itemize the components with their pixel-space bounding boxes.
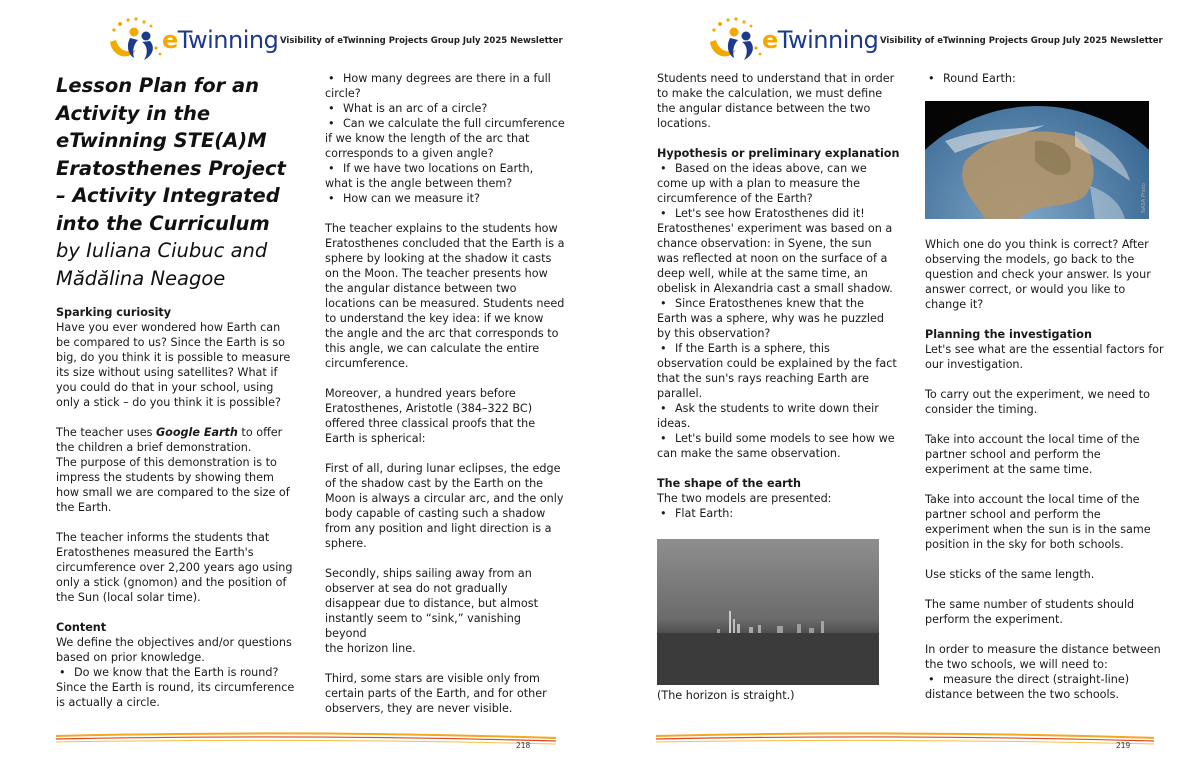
paragraph-line: deep well, while at the same time, an: [657, 267, 868, 280]
footer-swoosh-decoration: [656, 728, 1154, 748]
author-line: by Iuliana Ciubuc and: [56, 239, 268, 262]
bullet-item: • Let's see how Eratosthenes did it!: [657, 206, 902, 221]
column-3: [657, 71, 902, 521]
etwinning-logo-icon: [102, 14, 168, 64]
heading-planning: Planning the investigation: [925, 328, 1092, 341]
paragraph-line: Let's see what are the essential factors for: [925, 343, 1164, 356]
paragraph-line: locations can be measured. Students need: [325, 297, 565, 310]
heading-sparking-curiosity: Sparking curiosity: [56, 306, 172, 319]
paragraph-line: Have you ever wondered how Earth can: [56, 321, 281, 334]
paragraph-line: parallel.: [657, 387, 703, 400]
paragraph-line: the horizon line.: [325, 642, 416, 655]
horizon-image-icon: [657, 539, 879, 685]
paragraph-line: In order to measure the distance between: [925, 643, 1161, 656]
paragraph-line: Take into account the local time of the: [925, 493, 1140, 506]
paragraph-line: locations.: [657, 117, 711, 130]
google-earth-emphasis: Google Earth: [155, 426, 238, 439]
flat-horizon-caption: (The horizon is straight.): [657, 689, 795, 702]
paragraph-line: change it?: [925, 298, 984, 311]
paragraph-line: its size without using satellites? What if: [56, 366, 278, 379]
newsletter-title: Visibility of eTwinning Projects Group July 2025 Newsletter: [880, 36, 1163, 46]
etwinning-wordmark: eTwinning: [162, 26, 279, 54]
paragraph-line: The teacher explains to the students how: [325, 222, 558, 235]
column-2: [325, 71, 565, 716]
title-line: Eratosthenes Project: [56, 156, 286, 180]
paragraph-line: only a stick (gnomon) and the position of: [56, 576, 287, 589]
bullet-item: • How many degrees are there in a full: [325, 71, 565, 86]
title-line: Lesson Plan for an: [56, 74, 260, 97]
paragraph-line: was reflected at noon on the surface of a: [657, 252, 888, 265]
title-line: Activity in the: [56, 101, 211, 125]
bullet-item: • Let's build some models to see how we: [657, 431, 902, 446]
paragraph-line: Moon is always a circular arc, and the only: [325, 492, 564, 505]
paragraph-line: Third, some stars are visible only from: [325, 672, 540, 685]
paragraph-line: to make the calculation, we must define: [657, 87, 883, 100]
paragraph-line: perform the experiment.: [925, 613, 1063, 626]
paragraph-line: Eratosthenes measured the Earth's: [56, 546, 254, 559]
bullet-item: • Since Eratosthenes knew that the: [657, 296, 902, 311]
paragraph-line: the Earth.: [56, 501, 112, 514]
column-1-body: [56, 305, 296, 710]
title-line: – Activity Integrated: [56, 184, 280, 207]
paragraph-line: circumference.: [325, 357, 409, 370]
paragraph-line: position in the sky for both schools.: [925, 538, 1124, 551]
column-4: [925, 71, 1165, 86]
paragraph-line: sphere.: [325, 537, 367, 550]
paragraph-line: be compared to us? Since the Earth is so: [56, 336, 286, 349]
footer-swoosh-decoration: [56, 728, 556, 748]
paragraph-line: experiment at the same time.: [925, 463, 1093, 476]
article-authors: [56, 237, 296, 292]
title-line: eTwinning STE(A)M: [56, 129, 267, 152]
paragraph-line: the angular distance between two: [325, 282, 517, 295]
paragraph-line: only a stick – do you think it is possible?: [56, 396, 281, 409]
column-1: [56, 72, 296, 292]
paragraph-line: The same number of students should: [925, 598, 1135, 611]
paragraph-line: circumference of the Earth?: [657, 192, 813, 205]
bullet-item: • If the Earth is a sphere, this: [657, 341, 902, 356]
column-4-body: [925, 237, 1165, 702]
paragraph-line: observing the models, go back to the: [925, 253, 1135, 266]
bullet-item: • Do we know that the Earth is round?: [56, 665, 296, 680]
paragraph-line: this angle, we can calculate the entire: [325, 342, 540, 355]
bullet-item: • If we have two locations on Earth,: [325, 161, 565, 176]
paragraph-line: body capable of casting such a shadow: [325, 507, 546, 520]
paragraph-line: disappear due to distance, but almost: [325, 597, 538, 610]
bullet-item: • measure the direct (straight-line): [925, 672, 1165, 687]
paragraph-line: Eratosthenes concluded that the Earth is a: [325, 237, 565, 250]
paragraph-line: Since the Earth is round, its circumference: [56, 681, 295, 694]
paragraph-line: is actually a circle.: [56, 696, 160, 709]
paragraph-line: partner school and perform the: [925, 508, 1101, 521]
paragraph-line: if we know the length of the arc that: [325, 132, 530, 145]
paragraph-line: to understand the key idea: if we know: [325, 312, 544, 325]
bullet-item: • Ask the students to write down their: [657, 401, 902, 416]
title-line: into the Curriculum: [56, 211, 270, 235]
paragraph-line: Earth is spherical:: [325, 432, 426, 445]
paragraph-line: sphere by looking at the shadow it casts: [325, 252, 552, 265]
paragraph-line: impress the students by showing them: [56, 471, 274, 484]
paragraph-line: Which one do you think is correct? After: [925, 238, 1149, 251]
round-earth-photo: [925, 101, 1149, 219]
paragraph-line: Moreover, a hundred years before: [325, 387, 516, 400]
paragraph-line: how small we are compared to the size of: [56, 486, 290, 499]
paragraph-line: can make the same observation.: [657, 447, 841, 460]
etwinning-logo-icon: [702, 14, 768, 64]
paragraph-line: on the Moon. The teacher presents how: [325, 267, 548, 280]
paragraph-line: We define the objectives and/or questions: [56, 636, 292, 649]
author-line: Mădălina Neagoe: [56, 266, 226, 290]
heading-content: Content: [56, 621, 107, 634]
bullet-item: • Flat Earth:: [657, 506, 902, 521]
paragraph-line: chance observation: in Syene, the sun: [657, 237, 872, 250]
paragraph-line: circle?: [325, 87, 361, 100]
paragraph-line: partner school and perform the: [925, 448, 1101, 461]
paragraph-line: distance between the two schools.: [925, 688, 1120, 701]
paragraph-line: question and check your answer. Is your: [925, 268, 1151, 281]
article-title: [56, 72, 296, 237]
paragraph-line: The purpose of this demonstration is to: [56, 456, 277, 469]
page-number: 219: [1116, 741, 1131, 750]
paragraph-line: that the sun's rays reaching Earth are: [657, 372, 869, 385]
paragraph-line: The two models are presented:: [657, 492, 832, 505]
bullet-item: • Can we calculate the full circumference: [325, 116, 565, 131]
paragraph-line: what is the angle between them?: [325, 177, 513, 190]
paragraph-line: observer at sea do not gradually: [325, 582, 508, 595]
paragraph-line: the angular distance between the two: [657, 102, 871, 115]
earth-globe-icon: [925, 101, 1149, 219]
bullet-item: • What is an arc of a circle?: [325, 101, 565, 116]
paragraph-line: experiment when the sun is in the same: [925, 523, 1151, 536]
paragraph-line: observers, they are never visible.: [325, 702, 513, 715]
paragraph-line: instantly seem to “sink,” vanishing beyond: [325, 612, 521, 640]
paragraph-line: observation could be explained by the fact: [657, 357, 897, 370]
paragraph-line: corresponds to a given angle?: [325, 147, 494, 160]
paragraph-line: Eratosthenes, Aristotle (384–322 BC): [325, 402, 533, 415]
paragraph-line: To carry out the experiment, we need to: [925, 388, 1151, 401]
paragraph-line: Take into account the local time of the: [925, 433, 1140, 446]
paragraph-line: the two schools, we will need to:: [925, 658, 1108, 671]
bullet-item: • How can we measure it?: [325, 191, 565, 206]
page-number: 218: [516, 741, 531, 750]
paragraph-line: The teacher uses Google Earth to offer: [56, 426, 283, 439]
paragraph-line: answer correct, or would you like to: [925, 283, 1126, 296]
paragraph-line: the Sun (local solar time).: [56, 591, 201, 604]
paragraph-line: offered three classical proofs that the: [325, 417, 536, 430]
paragraph-line: First of all, during lunar eclipses, the edge: [325, 462, 561, 475]
paragraph-line: from any position and light direction is a: [325, 522, 552, 535]
image-credit: NASA Photo: [1141, 183, 1147, 213]
flat-horizon-photo: [657, 539, 879, 685]
etwinning-wordmark: eTwinning: [762, 26, 879, 54]
heading-hypothesis: Hypothesis or preliminary explanation: [657, 147, 900, 160]
paragraph-line: based on prior knowledge.: [56, 651, 205, 664]
paragraph-line: certain parts of the Earth, and for other: [325, 687, 547, 700]
paragraph-line: of the shadow cast by the Earth on the: [325, 477, 544, 490]
paragraph-line: Eratosthenes' experiment was based on a: [657, 222, 893, 235]
paragraph-line: Use sticks of the same length.: [925, 568, 1095, 581]
paragraph-line: circumference over 2,200 years ago using: [56, 561, 293, 574]
newsletter-title: Visibility of eTwinning Projects Group July 2025 Newsletter: [280, 36, 563, 46]
paragraph-line: the angle and the arc that corresponds to: [325, 327, 559, 340]
bullet-item: • Round Earth:: [925, 71, 1165, 86]
paragraph-line: by this observation?: [657, 327, 771, 340]
paragraph-line: come up with a plan to measure the: [657, 177, 860, 190]
bullet-item: • Based on the ideas above, can we: [657, 161, 902, 176]
paragraph-line: Earth was a sphere, why was he puzzled: [657, 312, 884, 325]
heading-shape-of-earth: The shape of the earth: [657, 477, 801, 490]
paragraph-line: Secondly, ships sailing away from an: [325, 567, 532, 580]
paragraph-line: the children a brief demonstration.: [56, 441, 252, 454]
paragraph-line: obelisk in Alexandria cast a small shadow.: [657, 282, 893, 295]
paragraph-line: our investigation.: [925, 358, 1024, 371]
paragraph-line: big, do you think it is possible to measure: [56, 351, 291, 364]
paragraph-line: you could do that in your school, using: [56, 381, 274, 394]
paragraph-line: ideas.: [657, 417, 691, 430]
paragraph-line: Students need to understand that in order: [657, 72, 895, 85]
paragraph-line: consider the timing.: [925, 403, 1038, 416]
paragraph-line: The teacher informs the students that: [56, 531, 270, 544]
